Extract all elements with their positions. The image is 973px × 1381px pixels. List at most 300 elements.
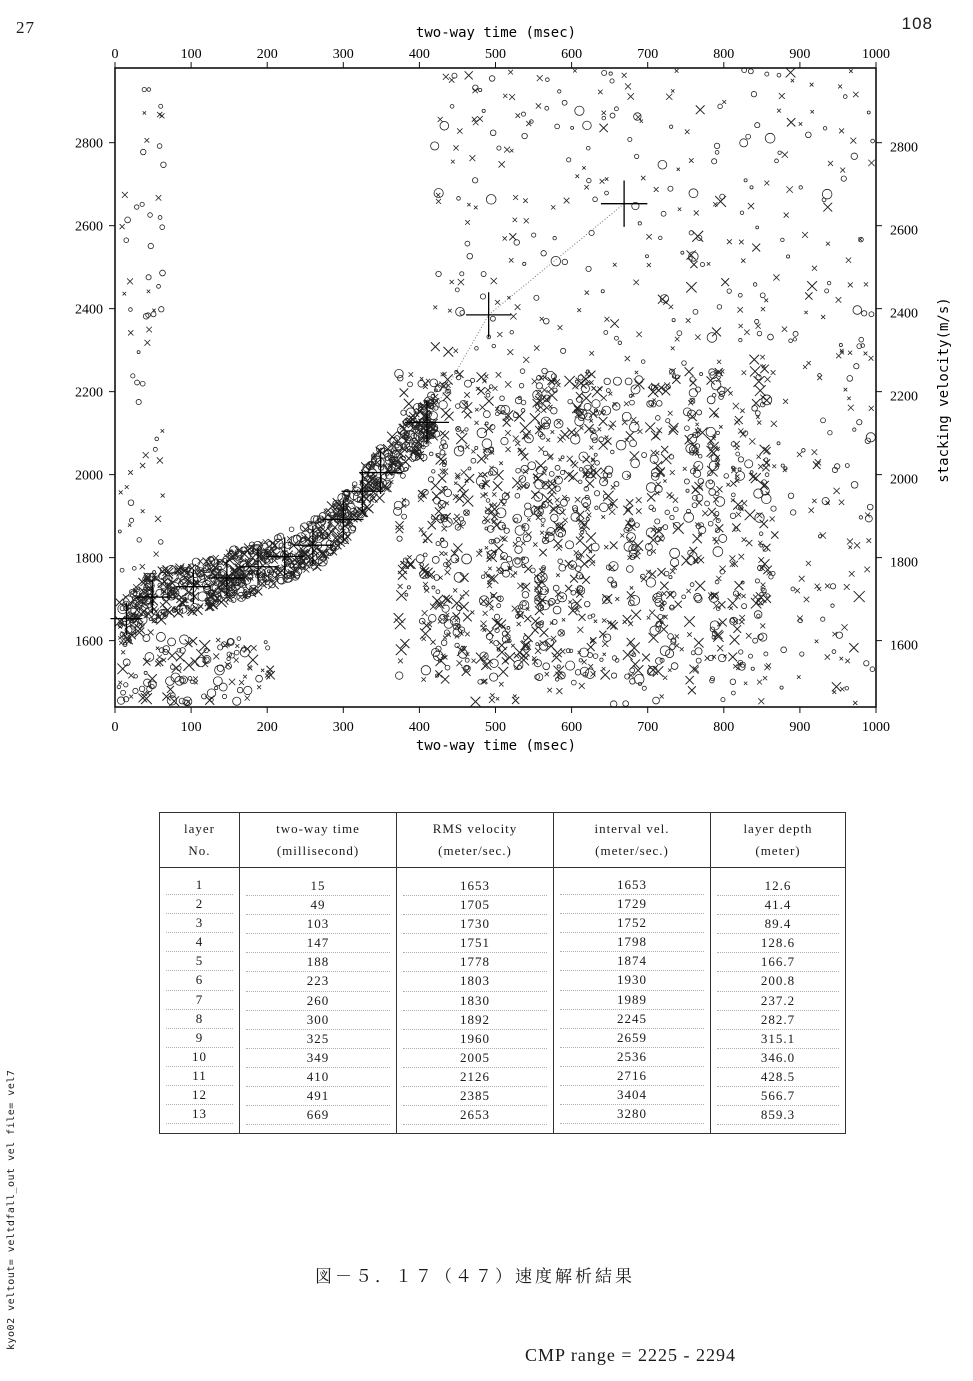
scatter-x-point [783, 399, 788, 404]
scatter-x-point [761, 583, 766, 588]
y-tick-label-right: 2000 [890, 472, 918, 488]
table-cell: 428.5 [717, 1068, 839, 1087]
scatter-o-point [482, 109, 485, 112]
scatter-x-point [832, 690, 836, 694]
scatter-o-point [481, 575, 485, 579]
scatter-x-point [825, 584, 830, 589]
scatter-o-point [553, 236, 556, 239]
scatter-x-point [436, 193, 440, 197]
scatter-o-point [745, 460, 753, 468]
scatter-o-point [121, 690, 126, 695]
scatter-x-point [513, 435, 519, 441]
scatter-x-point [532, 378, 538, 384]
scatter-o-point [705, 501, 710, 506]
scatter-o-point [142, 87, 146, 91]
scatter-x-point [549, 405, 553, 409]
scatter-x-point [551, 636, 556, 641]
scatter-x-point [445, 569, 451, 575]
scatter-x-point [118, 636, 121, 639]
scatter-o-point [416, 555, 424, 563]
scatter-x-point [502, 657, 509, 664]
scatter-o-point [475, 446, 478, 449]
scatter-x-point [807, 281, 817, 291]
scatter-o-point [760, 293, 765, 298]
scatter-o-point [759, 532, 763, 536]
scatter-x-point [839, 500, 844, 505]
scatter-x-point [454, 514, 459, 519]
scatter-o-point [841, 176, 846, 181]
scatter-o-point [647, 551, 652, 556]
scatter-o-point [128, 606, 131, 609]
scatter-x-point [840, 657, 844, 661]
scatter-o-point [228, 639, 234, 645]
scatter-o-point [859, 337, 864, 342]
scatter-o-point [755, 319, 759, 323]
scatter-o-point [790, 510, 795, 515]
scatter-o-point [551, 256, 561, 266]
scatter-x-point [770, 516, 775, 521]
scatter-o-point [744, 179, 747, 182]
x-tick-label-top: 500 [485, 47, 506, 62]
scatter-x-point [795, 588, 800, 593]
scatter-x-point [579, 533, 583, 537]
scatter-o-point [560, 499, 567, 506]
scatter-o-point [442, 605, 449, 612]
scatter-x-point [868, 160, 874, 166]
scatter-x-point [524, 615, 531, 622]
scatter-x-point [484, 571, 488, 575]
table-cell: 1 [166, 876, 233, 895]
scatter-o-point [151, 312, 156, 317]
scatter-x-point [505, 430, 511, 436]
scatter-x-point [574, 550, 579, 555]
scatter-o-point [788, 493, 794, 499]
table-cell: 491 [246, 1087, 390, 1106]
scatter-o-point [516, 468, 521, 473]
scatter-x-point [453, 543, 462, 552]
scatter-x-point [398, 584, 403, 589]
scatter-o-point [158, 540, 163, 545]
scatter-o-point [656, 401, 662, 407]
scatter-o-point [124, 683, 128, 687]
scatter-o-point [146, 275, 151, 280]
table-cell: 188 [246, 953, 390, 972]
scatter-x-point [696, 105, 705, 114]
scatter-x-point [431, 342, 440, 351]
scatter-x-point [602, 667, 606, 671]
scatter-x-point [472, 659, 476, 663]
scatter-o-point [700, 373, 703, 376]
scatter-x-point [787, 118, 795, 126]
scatter-x-point [423, 533, 433, 543]
scatter-x-point [557, 420, 562, 425]
scatter-x-point [546, 438, 550, 442]
scatter-x-point [635, 371, 638, 374]
x-tick-label-top: 700 [637, 47, 659, 62]
scatter-x-point [467, 203, 470, 206]
scatter-o-point [129, 308, 133, 312]
scatter-x-point [797, 675, 801, 679]
header-two-way-time: two-way time (millisecond) [240, 813, 397, 868]
x-tick-label-top: 600 [561, 47, 583, 62]
scatter-o-point [599, 503, 608, 512]
scatter-o-point [408, 382, 413, 387]
scatter-x-point [585, 291, 589, 295]
scatter-o-point [847, 376, 853, 382]
scatter-o-point [438, 500, 446, 508]
scatter-x-point [840, 687, 844, 691]
scatter-x-point [797, 452, 802, 457]
scatter-x-point [453, 518, 459, 524]
scatter-x-point [583, 471, 588, 476]
scatter-o-point [530, 120, 534, 124]
scatter-x-point [810, 83, 814, 87]
scatter-x-point [609, 392, 613, 396]
scatter-x-point [540, 531, 544, 535]
scatter-x-point [591, 468, 602, 479]
scatter-x-point [159, 113, 164, 118]
scatter-x-point [441, 408, 450, 417]
scatter-x-point [721, 278, 729, 286]
scatter-x-point [582, 659, 587, 664]
scatter-o-point [738, 468, 741, 471]
scatter-o-point [625, 378, 632, 385]
scatter-x-point [555, 498, 560, 503]
figure-caption: 図－５．１７（４７）速度解析結果 [315, 1267, 635, 1287]
scatter-o-point [234, 650, 239, 655]
scatter-o-point [682, 361, 687, 366]
scatter-x-point [663, 479, 666, 482]
scatter-o-point [155, 437, 159, 441]
scatter-x-point [630, 586, 633, 589]
scatter-o-point [213, 677, 222, 686]
table-cell: 8 [166, 1010, 233, 1029]
scatter-o-point [159, 104, 163, 108]
scatter-x-point [849, 643, 858, 652]
scatter-o-point [440, 445, 444, 449]
scatter-x-point [849, 571, 855, 577]
scatter-x-point [494, 544, 503, 553]
scatter-x-point [771, 370, 776, 375]
scatter-x-point [503, 94, 507, 98]
scatter-x-point [757, 455, 761, 459]
scatter-x-point [570, 575, 578, 583]
scatter-o-point [188, 676, 192, 680]
scatter-x-point [681, 556, 691, 566]
scatter-o-point [673, 522, 680, 529]
scatter-o-point [595, 506, 598, 509]
scatter-x-point [488, 567, 491, 570]
scatter-o-point [443, 517, 453, 527]
scatter-o-point [137, 538, 141, 542]
table-cell: 3280 [560, 1105, 704, 1124]
scatter-x-point [642, 654, 650, 662]
y-tick-label-left: 2400 [75, 302, 103, 318]
scatter-o-point [156, 632, 165, 641]
scatter-x-point [407, 561, 414, 568]
scatter-x-point [633, 280, 639, 286]
scatter-x-point [433, 394, 438, 399]
x-tick-label-bottom: 700 [637, 720, 659, 735]
scatter-x-point [513, 218, 517, 222]
scatter-x-point [853, 701, 857, 705]
scatter-o-point [715, 151, 719, 155]
scatter-o-point [277, 533, 284, 540]
scatter-x-point [712, 655, 716, 659]
scatter-x-point [463, 590, 469, 596]
table-cell: 3404 [560, 1086, 704, 1105]
scatter-o-point [434, 497, 441, 504]
scatter-x-point [499, 161, 505, 167]
scatter-x-point [513, 694, 517, 698]
scatter-o-point [515, 546, 522, 553]
scatter-x-point [541, 523, 545, 527]
scatter-x-point [396, 525, 404, 533]
scatter-x-point [441, 526, 446, 531]
scatter-o-point [444, 489, 451, 496]
scatter-o-point [793, 331, 798, 336]
scatter-x-point [556, 383, 560, 387]
scatter-x-point [443, 74, 449, 80]
scatter-o-point [139, 686, 145, 692]
scatter-o-point [859, 516, 862, 519]
table-cell: 5 [166, 952, 233, 971]
scatter-x-point [864, 282, 868, 286]
scatter-o-point [604, 331, 608, 335]
scatter-o-point [207, 689, 216, 698]
scatter-o-point [691, 651, 695, 655]
scatter-o-point [687, 556, 695, 564]
table-cell: 12 [166, 1086, 233, 1105]
scatter-o-point [681, 251, 684, 254]
scatter-o-point [584, 601, 589, 606]
x-tick-label-bottom: 200 [256, 720, 278, 735]
scatter-o-point [718, 654, 725, 661]
scatter-x-point [604, 596, 609, 601]
scatter-x-point [523, 357, 529, 363]
scatter-x-point [194, 681, 197, 684]
scatter-o-point [465, 428, 468, 431]
scatter-x-point [604, 545, 608, 549]
scatter-x-point [627, 474, 631, 478]
scatter-x-point [490, 693, 494, 697]
scatter-o-point [515, 559, 520, 564]
scatter-x-point [484, 424, 493, 433]
scatter-x-point [145, 138, 150, 143]
table-cell: 1803 [403, 972, 547, 991]
scatter-x-point [707, 262, 710, 265]
scatter-o-point [558, 630, 565, 637]
scatter-x-point [257, 685, 261, 689]
scatter-x-point [477, 372, 487, 382]
scatter-o-point [575, 670, 581, 676]
scatter-o-point [825, 289, 829, 293]
table-cell: 2653 [403, 1106, 547, 1125]
scatter-o-point [630, 440, 637, 447]
table-cell: 49 [246, 896, 390, 915]
scatter-x-point [456, 433, 467, 444]
scatter-x-point [750, 366, 760, 376]
scatter-o-point [857, 420, 862, 425]
scatter-x-point [668, 411, 673, 416]
scatter-o-point [494, 614, 499, 619]
scatter-x-point [690, 261, 697, 268]
scatter-o-point [541, 251, 546, 256]
scatter-o-point [740, 211, 744, 215]
scatter-x-point [693, 487, 698, 492]
scatter-x-point [582, 166, 585, 169]
scatter-x-point [517, 622, 521, 626]
scatter-o-point [551, 407, 558, 414]
scatter-x-point [560, 649, 565, 654]
scatter-o-point [672, 318, 675, 321]
scatter-o-point [545, 106, 549, 110]
scatter-o-point [630, 679, 636, 685]
scatter-x-point [763, 396, 771, 404]
scatter-o-point [670, 548, 680, 558]
y-axis-label: stacking velocity(m/s) [936, 297, 952, 483]
scatter-x-point [589, 560, 595, 566]
velocity-pick-marker [466, 292, 511, 337]
scatter-x-point [762, 464, 769, 471]
scatter-o-point [720, 194, 725, 199]
scatter-o-point [434, 406, 438, 410]
scatter-o-point [555, 486, 560, 491]
scatter-o-point [256, 675, 263, 682]
scatter-x-point [422, 610, 428, 616]
x-tick-label-bottom: 1000 [862, 720, 890, 735]
scatter-x-point [771, 531, 778, 538]
scatter-x-point [562, 618, 565, 621]
scatter-o-point [635, 523, 640, 528]
scatter-x-point [647, 616, 651, 620]
scatter-x-point [561, 430, 570, 439]
scatter-o-point [510, 330, 514, 334]
scatter-x-point [655, 451, 659, 455]
scatter-x-point [683, 467, 687, 471]
scatter-o-point [429, 452, 433, 456]
scatter-o-point [522, 602, 526, 606]
scatter-o-point [613, 403, 620, 410]
scatter-o-point [625, 674, 630, 679]
scatter-x-point [251, 645, 257, 651]
scatter-o-point [395, 369, 404, 378]
scatter-x-point [738, 428, 743, 433]
scatter-x-point [524, 633, 533, 642]
scatter-o-point [616, 440, 626, 450]
table-cell: 3 [166, 914, 233, 933]
y-tick-label-right: 2400 [890, 306, 918, 322]
y-tick-label-right: 2600 [890, 223, 918, 239]
scatter-x-point [687, 250, 696, 259]
scatter-o-point [401, 410, 406, 415]
scatter-x-point [806, 561, 811, 566]
scatter-o-point [752, 405, 758, 411]
scatter-o-point [485, 422, 488, 425]
scatter-x-point [753, 595, 758, 600]
scatter-o-point [436, 542, 440, 546]
scatter-x-point [407, 555, 411, 559]
scatter-o-point [721, 697, 725, 701]
table-cell: 1778 [403, 953, 547, 972]
scatter-x-point [128, 470, 133, 475]
scatter-o-point [465, 241, 470, 246]
y-tick-label-left: 1800 [75, 551, 103, 567]
scatter-o-point [748, 69, 753, 74]
scatter-x-point [272, 575, 276, 579]
scatter-x-point [122, 192, 128, 198]
scatter-x-point [577, 627, 583, 633]
scatter-x-point [738, 554, 744, 560]
scatter-o-point [716, 519, 720, 523]
y-tick-label-right: 2800 [890, 140, 918, 156]
scatter-x-point [154, 552, 159, 557]
scatter-o-point [791, 587, 795, 591]
page-number-right: 108 [901, 14, 933, 33]
scatter-x-point [505, 652, 515, 662]
scatter-o-point [793, 338, 796, 341]
table-cell: 2126 [403, 1068, 547, 1087]
scatter-o-point [630, 668, 635, 673]
scatter-x-point [142, 691, 147, 696]
scatter-o-point [460, 272, 464, 276]
scatter-o-point [218, 645, 223, 650]
scatter-o-point [140, 202, 144, 206]
scatter-x-point [477, 116, 483, 122]
scatter-o-point [519, 383, 523, 387]
scatter-x-point [128, 330, 133, 335]
scatter-o-point [765, 133, 775, 143]
scatter-x-point [671, 89, 674, 92]
table-cell: 669 [246, 1106, 390, 1125]
scatter-x-point [267, 675, 270, 678]
scatter-x-point [610, 319, 619, 328]
scatter-x-point [533, 399, 541, 407]
scatter-o-point [428, 615, 436, 623]
scatter-x-point [853, 92, 858, 97]
scatter-o-point [478, 680, 482, 684]
scatter-x-point [626, 499, 633, 506]
scatter-x-point [660, 694, 664, 698]
scatter-o-point [718, 387, 725, 394]
scatter-x-point [742, 537, 747, 542]
scatter-x-point [499, 682, 504, 687]
scatter-x-point [577, 308, 581, 312]
scatter-x-point [120, 224, 125, 229]
scatter-o-point [118, 530, 121, 533]
scatter-o-point [751, 667, 754, 670]
scatter-x-point [730, 555, 736, 561]
scatter-x-point [572, 403, 582, 413]
table-cell: 223 [246, 972, 390, 991]
header-rms-velocity: RMS velocity (meter/sec.) [397, 813, 554, 868]
scatter-x-point [551, 430, 555, 434]
scatter-o-point [851, 481, 858, 488]
scatter-x-point [125, 485, 129, 489]
scatter-o-point [490, 673, 498, 681]
scatter-x-point [583, 456, 590, 463]
scatter-o-point [602, 116, 606, 120]
scatter-x-point [575, 174, 579, 178]
cmp-range: CMP range = 2225 - 2294 [525, 1345, 736, 1365]
scatter-o-point [144, 671, 147, 674]
table-cell: 1830 [403, 992, 547, 1011]
scatter-o-point [591, 614, 594, 617]
scatter-o-point [553, 606, 561, 614]
scatter-o-point [168, 638, 176, 646]
scatter-o-point [418, 380, 425, 387]
scatter-x-point [558, 325, 563, 330]
